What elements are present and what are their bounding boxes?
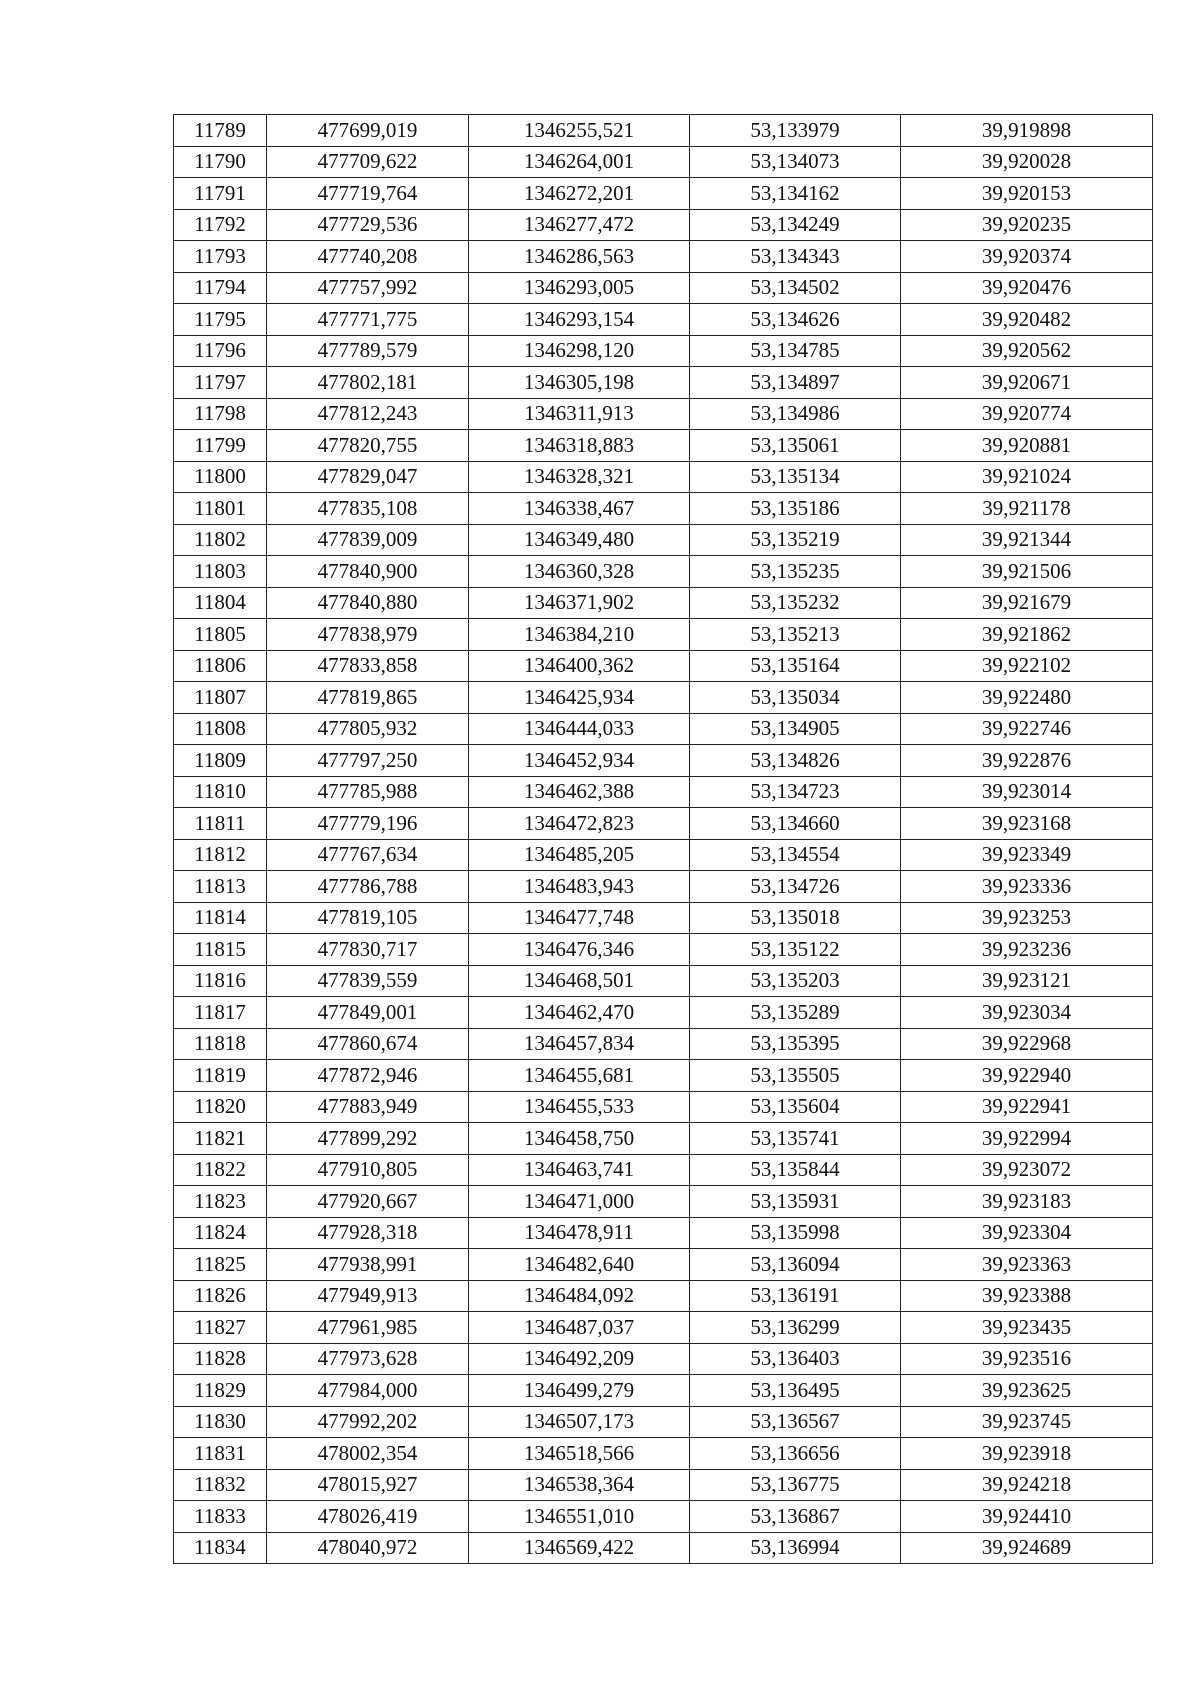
longitude-cell: 39,923918 (901, 1438, 1153, 1470)
table-row (174, 1375, 1153, 1407)
latitude-cell: 53,134723 (690, 776, 901, 808)
y-coordinate-cell: 1346425,934 (469, 682, 690, 714)
point-number-cell: 11814 (174, 902, 267, 934)
point-number-cell: 11819 (174, 1060, 267, 1092)
point-number-cell: 11800 (174, 461, 267, 493)
x-coordinate-cell: 478002,354 (267, 1438, 469, 1470)
table-row (174, 871, 1153, 903)
latitude-cell: 53,136495 (690, 1375, 901, 1407)
longitude-cell: 39,923745 (901, 1406, 1153, 1438)
longitude-cell: 39,923253 (901, 902, 1153, 934)
point-number-cell: 11824 (174, 1217, 267, 1249)
y-coordinate-cell: 1346311,913 (469, 398, 690, 430)
table-row (174, 1343, 1153, 1375)
latitude-cell: 53,135395 (690, 1028, 901, 1060)
longitude-cell: 39,923304 (901, 1217, 1153, 1249)
latitude-cell: 53,134343 (690, 241, 901, 273)
y-coordinate-cell: 1346293,154 (469, 304, 690, 336)
latitude-cell: 53,135505 (690, 1060, 901, 1092)
point-number-cell: 11833 (174, 1501, 267, 1533)
x-coordinate-cell: 477729,536 (267, 209, 469, 241)
longitude-cell: 39,923516 (901, 1343, 1153, 1375)
point-number-cell: 11825 (174, 1249, 267, 1281)
longitude-cell: 39,921862 (901, 619, 1153, 651)
table-row (174, 115, 1153, 147)
longitude-cell: 39,920562 (901, 335, 1153, 367)
point-number-cell: 11823 (174, 1186, 267, 1218)
table-row (174, 965, 1153, 997)
point-number-cell: 11802 (174, 524, 267, 556)
table-row (174, 776, 1153, 808)
y-coordinate-cell: 1346349,480 (469, 524, 690, 556)
latitude-cell: 53,136656 (690, 1438, 901, 1470)
point-number-cell: 11811 (174, 808, 267, 840)
latitude-cell: 53,134897 (690, 367, 901, 399)
y-coordinate-cell: 1346455,533 (469, 1091, 690, 1123)
table-row (174, 1123, 1153, 1155)
longitude-cell: 39,923034 (901, 997, 1153, 1029)
x-coordinate-cell: 478026,419 (267, 1501, 469, 1533)
y-coordinate-cell: 1346477,748 (469, 902, 690, 934)
y-coordinate-cell: 1346499,279 (469, 1375, 690, 1407)
x-coordinate-cell: 477928,318 (267, 1217, 469, 1249)
latitude-cell: 53,135604 (690, 1091, 901, 1123)
x-coordinate-cell: 477740,208 (267, 241, 469, 273)
y-coordinate-cell: 1346293,005 (469, 272, 690, 304)
x-coordinate-cell: 477840,900 (267, 556, 469, 588)
x-coordinate-cell: 477820,755 (267, 430, 469, 462)
y-coordinate-cell: 1346463,741 (469, 1154, 690, 1186)
point-number-cell: 11801 (174, 493, 267, 525)
table-row (174, 272, 1153, 304)
x-coordinate-cell: 477899,292 (267, 1123, 469, 1155)
x-coordinate-cell: 477860,674 (267, 1028, 469, 1060)
table-row (174, 934, 1153, 966)
latitude-cell: 53,134726 (690, 871, 901, 903)
longitude-cell: 39,919898 (901, 115, 1153, 147)
point-number-cell: 11834 (174, 1532, 267, 1564)
table-row (174, 493, 1153, 525)
table-row (174, 713, 1153, 745)
table-row (174, 1060, 1153, 1092)
longitude-cell: 39,923236 (901, 934, 1153, 966)
table-row (174, 1280, 1153, 1312)
y-coordinate-cell: 1346476,346 (469, 934, 690, 966)
longitude-cell: 39,923349 (901, 839, 1153, 871)
table-row (174, 745, 1153, 777)
y-coordinate-cell: 1346255,521 (469, 115, 690, 147)
point-number-cell: 11815 (174, 934, 267, 966)
table-row (174, 1154, 1153, 1186)
y-coordinate-cell: 1346444,033 (469, 713, 690, 745)
x-coordinate-cell: 477829,047 (267, 461, 469, 493)
point-number-cell: 11798 (174, 398, 267, 430)
x-coordinate-cell: 477992,202 (267, 1406, 469, 1438)
latitude-cell: 53,135203 (690, 965, 901, 997)
x-coordinate-cell: 477839,009 (267, 524, 469, 556)
x-coordinate-cell: 477767,634 (267, 839, 469, 871)
point-number-cell: 11792 (174, 209, 267, 241)
y-coordinate-cell: 1346298,120 (469, 335, 690, 367)
latitude-cell: 53,136567 (690, 1406, 901, 1438)
longitude-cell: 39,923625 (901, 1375, 1153, 1407)
longitude-cell: 39,924218 (901, 1469, 1153, 1501)
table-row (174, 587, 1153, 619)
longitude-cell: 39,920235 (901, 209, 1153, 241)
latitude-cell: 53,135235 (690, 556, 901, 588)
longitude-cell: 39,921344 (901, 524, 1153, 556)
point-number-cell: 11803 (174, 556, 267, 588)
table-row (174, 902, 1153, 934)
table-row (174, 1091, 1153, 1123)
latitude-cell: 53,134905 (690, 713, 901, 745)
x-coordinate-cell: 478040,972 (267, 1532, 469, 1564)
y-coordinate-cell: 1346485,205 (469, 839, 690, 871)
x-coordinate-cell: 477805,932 (267, 713, 469, 745)
table-row (174, 461, 1153, 493)
point-number-cell: 11818 (174, 1028, 267, 1060)
longitude-cell: 39,921679 (901, 587, 1153, 619)
table-row (174, 1406, 1153, 1438)
y-coordinate-cell: 1346371,902 (469, 587, 690, 619)
latitude-cell: 53,136775 (690, 1469, 901, 1501)
latitude-cell: 53,136403 (690, 1343, 901, 1375)
latitude-cell: 53,135186 (690, 493, 901, 525)
longitude-cell: 39,922876 (901, 745, 1153, 777)
y-coordinate-cell: 1346400,362 (469, 650, 690, 682)
x-coordinate-cell: 477949,913 (267, 1280, 469, 1312)
table-row (174, 304, 1153, 336)
latitude-cell: 53,135741 (690, 1123, 901, 1155)
point-number-cell: 11812 (174, 839, 267, 871)
longitude-cell: 39,922480 (901, 682, 1153, 714)
latitude-cell: 53,135289 (690, 997, 901, 1029)
table-row (174, 1438, 1153, 1470)
point-number-cell: 11799 (174, 430, 267, 462)
longitude-cell: 39,922968 (901, 1028, 1153, 1060)
table-row (174, 1249, 1153, 1281)
latitude-cell: 53,136299 (690, 1312, 901, 1344)
x-coordinate-cell: 477757,992 (267, 272, 469, 304)
longitude-cell: 39,920671 (901, 367, 1153, 399)
longitude-cell: 39,923014 (901, 776, 1153, 808)
longitude-cell: 39,920774 (901, 398, 1153, 430)
point-number-cell: 11813 (174, 871, 267, 903)
x-coordinate-cell: 477910,805 (267, 1154, 469, 1186)
longitude-cell: 39,921178 (901, 493, 1153, 525)
point-number-cell: 11828 (174, 1343, 267, 1375)
point-number-cell: 11826 (174, 1280, 267, 1312)
point-number-cell: 11797 (174, 367, 267, 399)
point-number-cell: 11809 (174, 745, 267, 777)
y-coordinate-cell: 1346272,201 (469, 178, 690, 210)
latitude-cell: 53,135018 (690, 902, 901, 934)
x-coordinate-cell: 477709,622 (267, 146, 469, 178)
latitude-cell: 53,135164 (690, 650, 901, 682)
table-row (174, 1469, 1153, 1501)
x-coordinate-cell: 477771,775 (267, 304, 469, 336)
longitude-cell: 39,923183 (901, 1186, 1153, 1218)
latitude-cell: 53,134073 (690, 146, 901, 178)
longitude-cell: 39,920028 (901, 146, 1153, 178)
y-coordinate-cell: 1346458,750 (469, 1123, 690, 1155)
point-number-cell: 11832 (174, 1469, 267, 1501)
y-coordinate-cell: 1346457,834 (469, 1028, 690, 1060)
latitude-cell: 53,135213 (690, 619, 901, 651)
table-row (174, 146, 1153, 178)
y-coordinate-cell: 1346455,681 (469, 1060, 690, 1092)
x-coordinate-cell: 477830,717 (267, 934, 469, 966)
latitude-cell: 53,135061 (690, 430, 901, 462)
y-coordinate-cell: 1346452,934 (469, 745, 690, 777)
point-number-cell: 11795 (174, 304, 267, 336)
longitude-cell: 39,922102 (901, 650, 1153, 682)
point-number-cell: 11810 (174, 776, 267, 808)
point-number-cell: 11817 (174, 997, 267, 1029)
table-row (174, 1312, 1153, 1344)
longitude-cell: 39,923435 (901, 1312, 1153, 1344)
point-number-cell: 11822 (174, 1154, 267, 1186)
point-number-cell: 11806 (174, 650, 267, 682)
longitude-cell: 39,920153 (901, 178, 1153, 210)
longitude-cell: 39,923168 (901, 808, 1153, 840)
x-coordinate-cell: 477833,858 (267, 650, 469, 682)
table-row (174, 398, 1153, 430)
y-coordinate-cell: 1346483,943 (469, 871, 690, 903)
point-number-cell: 11791 (174, 178, 267, 210)
y-coordinate-cell: 1346472,823 (469, 808, 690, 840)
table-row (174, 209, 1153, 241)
table-row (174, 1028, 1153, 1060)
latitude-cell: 53,134986 (690, 398, 901, 430)
table-row (174, 241, 1153, 273)
y-coordinate-cell: 1346487,037 (469, 1312, 690, 1344)
y-coordinate-cell: 1346507,173 (469, 1406, 690, 1438)
x-coordinate-cell: 477973,628 (267, 1343, 469, 1375)
x-coordinate-cell: 477785,988 (267, 776, 469, 808)
x-coordinate-cell: 477872,946 (267, 1060, 469, 1092)
latitude-cell: 53,134626 (690, 304, 901, 336)
latitude-cell: 53,136867 (690, 1501, 901, 1533)
x-coordinate-cell: 477802,181 (267, 367, 469, 399)
x-coordinate-cell: 477812,243 (267, 398, 469, 430)
x-coordinate-cell: 477984,000 (267, 1375, 469, 1407)
table-row (174, 619, 1153, 651)
longitude-cell: 39,920881 (901, 430, 1153, 462)
latitude-cell: 53,135931 (690, 1186, 901, 1218)
longitude-cell: 39,920374 (901, 241, 1153, 273)
x-coordinate-cell: 477789,579 (267, 335, 469, 367)
y-coordinate-cell: 1346318,883 (469, 430, 690, 462)
y-coordinate-cell: 1346518,566 (469, 1438, 690, 1470)
latitude-cell: 53,134826 (690, 745, 901, 777)
point-number-cell: 11789 (174, 115, 267, 147)
x-coordinate-cell: 477961,985 (267, 1312, 469, 1344)
longitude-cell: 39,922994 (901, 1123, 1153, 1155)
x-coordinate-cell: 477786,788 (267, 871, 469, 903)
latitude-cell: 53,135844 (690, 1154, 901, 1186)
longitude-cell: 39,920482 (901, 304, 1153, 336)
table-row (174, 178, 1153, 210)
x-coordinate-cell: 477797,250 (267, 745, 469, 777)
table-row (174, 430, 1153, 462)
table-row (174, 839, 1153, 871)
y-coordinate-cell: 1346277,472 (469, 209, 690, 241)
table-row (174, 1501, 1153, 1533)
longitude-cell: 39,922940 (901, 1060, 1153, 1092)
latitude-cell: 53,135134 (690, 461, 901, 493)
longitude-cell: 39,923388 (901, 1280, 1153, 1312)
latitude-cell: 53,136994 (690, 1532, 901, 1564)
y-coordinate-cell: 1346264,001 (469, 146, 690, 178)
y-coordinate-cell: 1346305,198 (469, 367, 690, 399)
table-row (174, 1186, 1153, 1218)
latitude-cell: 53,134249 (690, 209, 901, 241)
latitude-cell: 53,136191 (690, 1280, 901, 1312)
x-coordinate-cell: 478015,927 (267, 1469, 469, 1501)
table-row (174, 524, 1153, 556)
x-coordinate-cell: 477819,865 (267, 682, 469, 714)
longitude-cell: 39,922746 (901, 713, 1153, 745)
latitude-cell: 53,133979 (690, 115, 901, 147)
y-coordinate-cell: 1346360,328 (469, 556, 690, 588)
table-row (174, 997, 1153, 1029)
x-coordinate-cell: 477849,001 (267, 997, 469, 1029)
y-coordinate-cell: 1346492,209 (469, 1343, 690, 1375)
point-number-cell: 11820 (174, 1091, 267, 1123)
table-row (174, 1217, 1153, 1249)
y-coordinate-cell: 1346462,388 (469, 776, 690, 808)
point-number-cell: 11808 (174, 713, 267, 745)
y-coordinate-cell: 1346538,364 (469, 1469, 690, 1501)
latitude-cell: 53,135034 (690, 682, 901, 714)
point-number-cell: 11816 (174, 965, 267, 997)
point-number-cell: 11805 (174, 619, 267, 651)
point-number-cell: 11793 (174, 241, 267, 273)
x-coordinate-cell: 477699,019 (267, 115, 469, 147)
table-row (174, 556, 1153, 588)
latitude-cell: 53,134660 (690, 808, 901, 840)
latitude-cell: 53,136094 (690, 1249, 901, 1281)
y-coordinate-cell: 1346286,563 (469, 241, 690, 273)
y-coordinate-cell: 1346338,467 (469, 493, 690, 525)
x-coordinate-cell: 477883,949 (267, 1091, 469, 1123)
table-row (174, 650, 1153, 682)
y-coordinate-cell: 1346484,092 (469, 1280, 690, 1312)
y-coordinate-cell: 1346384,210 (469, 619, 690, 651)
x-coordinate-cell: 477838,979 (267, 619, 469, 651)
x-coordinate-cell: 477779,196 (267, 808, 469, 840)
point-number-cell: 11827 (174, 1312, 267, 1344)
point-number-cell: 11796 (174, 335, 267, 367)
x-coordinate-cell: 477839,559 (267, 965, 469, 997)
y-coordinate-cell: 1346551,010 (469, 1501, 690, 1533)
longitude-cell: 39,921024 (901, 461, 1153, 493)
longitude-cell: 39,923336 (901, 871, 1153, 903)
x-coordinate-cell: 477938,991 (267, 1249, 469, 1281)
x-coordinate-cell: 477920,667 (267, 1186, 469, 1218)
point-number-cell: 11821 (174, 1123, 267, 1155)
longitude-cell: 39,921506 (901, 556, 1153, 588)
x-coordinate-cell: 477719,764 (267, 178, 469, 210)
table-row (174, 1532, 1153, 1564)
longitude-cell: 39,920476 (901, 272, 1153, 304)
longitude-cell: 39,923121 (901, 965, 1153, 997)
x-coordinate-cell: 477819,105 (267, 902, 469, 934)
latitude-cell: 53,135122 (690, 934, 901, 966)
table-row (174, 335, 1153, 367)
longitude-cell: 39,924689 (901, 1532, 1153, 1564)
point-number-cell: 11830 (174, 1406, 267, 1438)
latitude-cell: 53,134502 (690, 272, 901, 304)
coordinates-table-body (174, 115, 1153, 1564)
y-coordinate-cell: 1346569,422 (469, 1532, 690, 1564)
latitude-cell: 53,135998 (690, 1217, 901, 1249)
latitude-cell: 53,134162 (690, 178, 901, 210)
longitude-cell: 39,923072 (901, 1154, 1153, 1186)
y-coordinate-cell: 1346478,911 (469, 1217, 690, 1249)
latitude-cell: 53,134554 (690, 839, 901, 871)
coordinates-table (173, 114, 1153, 1564)
point-number-cell: 11807 (174, 682, 267, 714)
point-number-cell: 11804 (174, 587, 267, 619)
latitude-cell: 53,134785 (690, 335, 901, 367)
point-number-cell: 11790 (174, 146, 267, 178)
table-row (174, 367, 1153, 399)
y-coordinate-cell: 1346328,321 (469, 461, 690, 493)
longitude-cell: 39,922941 (901, 1091, 1153, 1123)
table-row (174, 682, 1153, 714)
point-number-cell: 11829 (174, 1375, 267, 1407)
longitude-cell: 39,923363 (901, 1249, 1153, 1281)
latitude-cell: 53,135219 (690, 524, 901, 556)
longitude-cell: 39,924410 (901, 1501, 1153, 1533)
point-number-cell: 11831 (174, 1438, 267, 1470)
y-coordinate-cell: 1346468,501 (469, 965, 690, 997)
x-coordinate-cell: 477835,108 (267, 493, 469, 525)
latitude-cell: 53,135232 (690, 587, 901, 619)
y-coordinate-cell: 1346471,000 (469, 1186, 690, 1218)
table-row (174, 808, 1153, 840)
y-coordinate-cell: 1346462,470 (469, 997, 690, 1029)
x-coordinate-cell: 477840,880 (267, 587, 469, 619)
y-coordinate-cell: 1346482,640 (469, 1249, 690, 1281)
point-number-cell: 11794 (174, 272, 267, 304)
